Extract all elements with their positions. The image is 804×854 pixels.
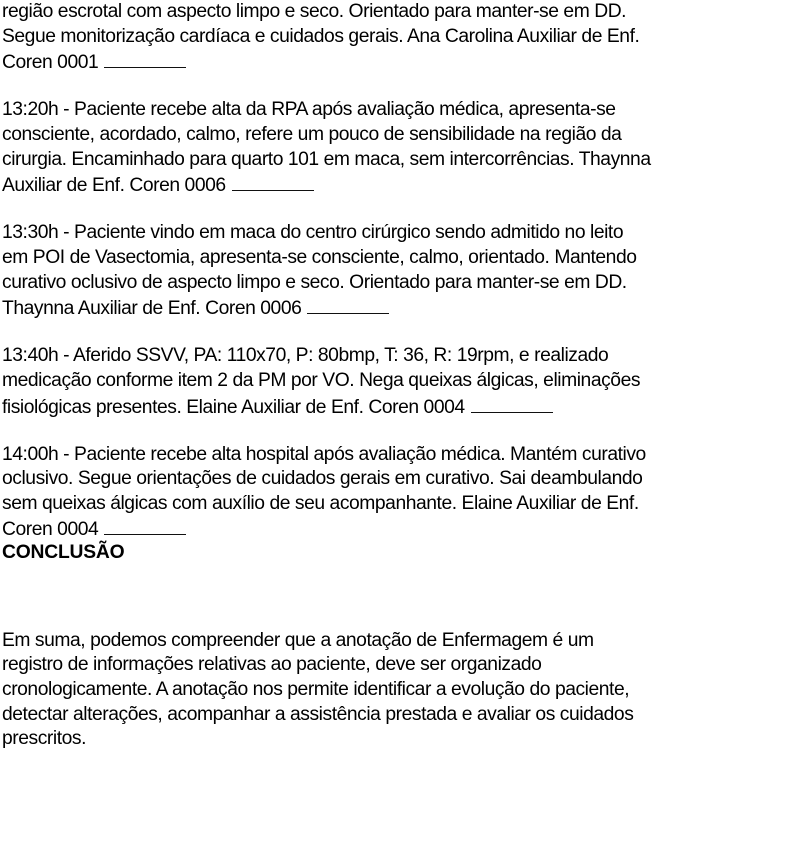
text-line: oclusivo. Segue orientações de cuidados gerais em curativo. Sai deambulando <box>2 468 643 490</box>
conclusion-heading: CONCLUSÃO <box>2 542 125 564</box>
text-line: 14:00h - Paciente recebe alta hospital após avaliação médica. Mantém curativo <box>2 443 646 465</box>
signature-blank-line <box>104 49 186 68</box>
paragraph-gap <box>2 566 804 591</box>
text-line: detectar alterações, acompanhar a assistência prestada e avaliar os cuidados <box>2 703 634 725</box>
paragraph-gap <box>2 74 804 99</box>
paragraph-gap <box>2 615 804 629</box>
signature-text: Coren 0001 <box>2 52 99 74</box>
nursing-note-1320 <box>2 98 804 196</box>
conclusion-paragraph <box>2 629 804 752</box>
text-line: registro de informações relativas ao paciente, deve ser organizado <box>2 654 542 676</box>
text-line: consciente, acordado, calmo, refere um pouco de sensibilidade na região da <box>2 123 622 145</box>
text-line <box>2 394 804 419</box>
text-line: sem queixas álgicas com auxílio de seu acompanhante. Elaine Auxiliar de Enf. <box>2 492 639 514</box>
text-line <box>2 49 804 74</box>
nursing-note-1330 <box>2 221 804 319</box>
text-line: prescritos. <box>2 728 86 750</box>
text-line <box>2 295 804 320</box>
text-line: 13:20h - Paciente recebe alta da RPA após avaliação médica, apresenta-se <box>2 99 616 121</box>
paragraph-gap <box>2 320 804 345</box>
text-line: Segue monitorização cardíaca e cuidados gerais. Ana Carolina Auxiliar de Enf. <box>2 25 640 47</box>
text-line: 13:30h - Paciente vindo em maca do centro cirúrgico sendo admitido no leito <box>2 222 624 244</box>
text-line: 13:40h - Aferido SSVV, PA: 110x70, P: 80bmp, T: 36, R: 19rpm, e realizado <box>2 345 609 367</box>
paragraph-gap <box>2 590 804 615</box>
nursing-note-continuation <box>2 0 804 74</box>
signature-blank-line <box>471 394 553 413</box>
text-line: medicação conforme item 2 da PM por VO. Nega queixas álgicas, eliminações <box>2 369 641 391</box>
nursing-note-1400 <box>2 443 804 541</box>
signature-blank-line <box>307 295 389 314</box>
text-line: cronologicamente. A anotação nos permite identificar a evolução do paciente, <box>2 679 630 701</box>
text-line: cirurgia. Encaminhado para quarto 101 em maca, sem intercorrências. Thaynna <box>2 148 651 170</box>
text-line <box>2 516 804 541</box>
text-line <box>2 172 804 197</box>
signature-text: Auxiliar de Enf. Coren 0006 <box>2 175 226 197</box>
signature-text: Thaynna Auxiliar de Enf. Coren 0006 <box>2 298 302 320</box>
text-line: em POI de Vasectomia, apresenta-se consciente, calmo, orientado. Mantendo <box>2 246 637 268</box>
paragraph-gap <box>2 197 804 222</box>
signature-blank-line <box>104 516 186 535</box>
text-line: curativo oclusivo de aspecto limpo e seco. Orientado para manter-se em DD. <box>2 271 627 293</box>
document-page <box>2 0 804 752</box>
nursing-note-1340 <box>2 344 804 418</box>
signature-text: fisiológicas presentes. Elaine Auxiliar de Enf. Coren 0004 <box>2 396 465 418</box>
text-line: Em suma, podemos compreender que a anotação de Enfermagem é um <box>2 629 594 651</box>
paragraph-gap <box>2 418 804 443</box>
signature-blank-line <box>232 172 314 191</box>
signature-text: Coren 0004 <box>2 519 99 541</box>
text-line: região escrotal com aspecto limpo e seco. Orientado para manter-se em DD. <box>2 1 627 22</box>
